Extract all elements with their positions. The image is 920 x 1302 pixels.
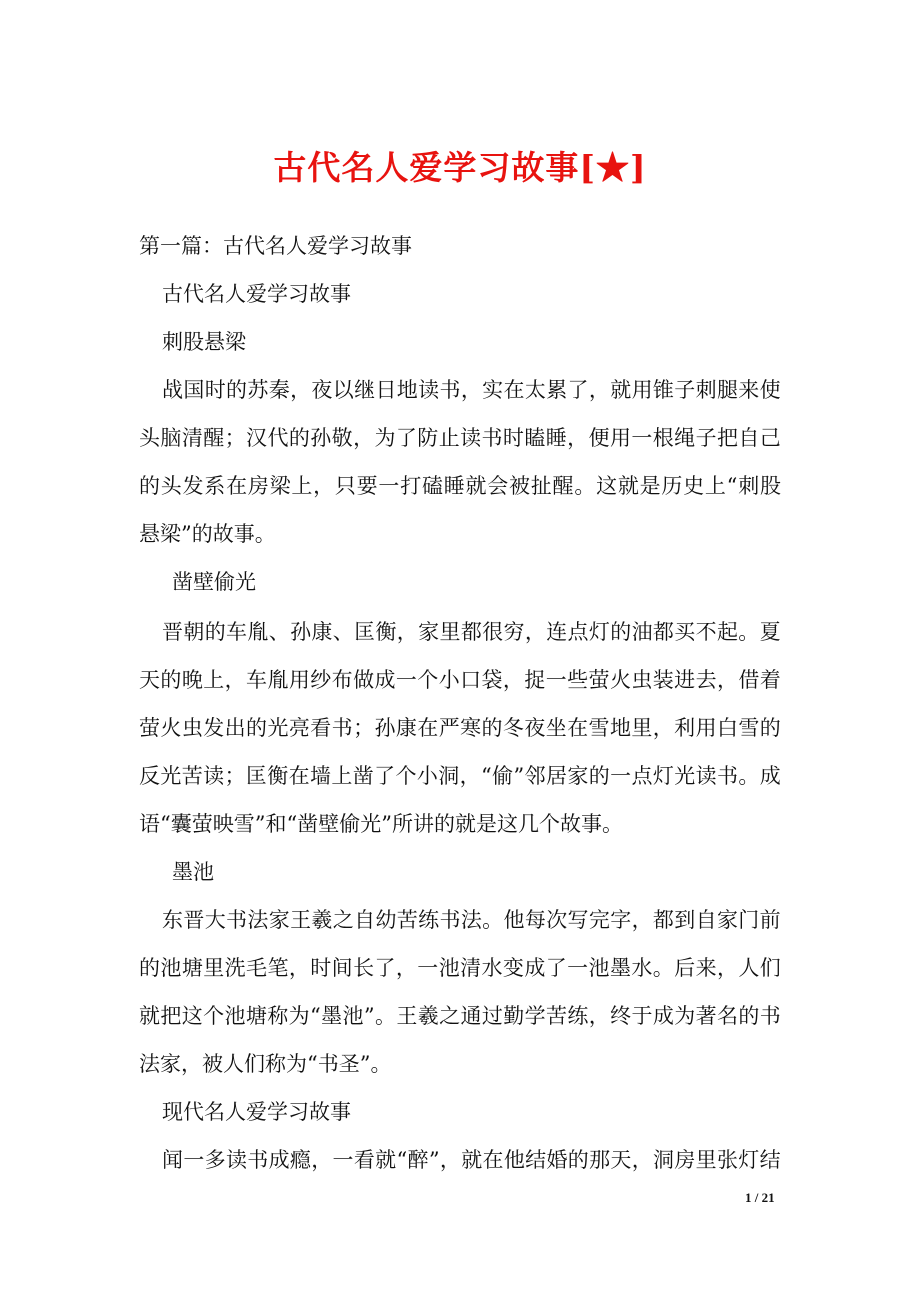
body-line: 现代名人爱学习故事 xyxy=(162,1100,351,1124)
body-line: 闻 一 多 读 书 成 瘾 ， 一 看 就 “ 醉 ” ， 就 在 他 结 婚 的 那 天 ， 洞 房 里 张 灯 结 xyxy=(162,1148,781,1172)
body-line: 刺股悬梁 xyxy=(162,330,246,354)
page-number: 1 / 21 xyxy=(745,1190,775,1205)
body-line: 第一篇：古代名人爱学习故事 xyxy=(139,234,412,258)
body-line: 东 晋 大 书 法 家 王 羲 之 自 幼 苦 练 书 法 。 他 每 次 写 完 字 ， 都 到 自 家 门 前 xyxy=(162,908,781,932)
body-line: 萤 火 虫 发 出 的 光 亮 看 书 ； 孙 康 在 严 寒 的 冬 夜 坐 在 雪 地 里 ， 利 用 白 雪 的 xyxy=(139,716,781,740)
body-line: 的 头 发 系 在 房 梁 上 ， 只 要 一 打 磕 睡 就 会 被 扯 醒 。 这 就 是 历 史 上 “ 刺 股 xyxy=(139,474,781,498)
body-line: 语“囊萤映雪”和“凿壁偷光”所讲的就是这几个故事。 xyxy=(139,812,623,836)
body-line: 古代名人爱学习故事 xyxy=(162,282,351,306)
body-line: 战 国 时 的 苏 秦 ， 夜 以 继 日 地 读 书 ， 实 在 太 累 了 ， 就 用 锥 子 刺 腿 来 使 xyxy=(162,378,781,402)
document-title: 古代名人爱学习故事[★] xyxy=(273,148,647,187)
body-line: 墨池 xyxy=(172,860,214,884)
body-line: 天 的 晚 上 ， 车 胤 用 纱 布 做 成 一 个 小 口 袋 ， 捉 一 些 萤 火 虫 装 进 去 ， 借 着 xyxy=(139,668,781,692)
body-line: 的 池 塘 里 洗 毛 笔 ， 时 间 长 了 ， 一 池 清 水 变 成 了 一 池 墨 水 。 后 来 ， 人 们 xyxy=(139,956,781,980)
body-line: 凿壁偷光 xyxy=(172,570,256,594)
body-line: 反 光 苦 读 ； 匡 衡 在 墙 上 凿 了 个 小 洞 ， “ 偷 ” 邻 居 家 的 一 点 灯 光 读 书 。 成 xyxy=(139,764,781,788)
body-line: 头 脑 清 醒 ； 汉 代 的 孙 敬 ， 为 了 防 止 读 书 时 瞌 睡 ， 便 用 一 根 绳 子 把 自 己 xyxy=(139,426,781,450)
body-line: 晋 朝 的 车 胤 、 孙 康 、 匡 衡 ， 家 里 都 很 穷 ， 连 点 灯 的 油 都 买 不 起 。 夏 xyxy=(162,620,781,644)
body-line: 悬梁”的故事。 xyxy=(139,522,276,546)
body-line: 就 把 这 个 池 塘 称 为 “ 墨 池 ” 。 王 羲 之 通 过 勤 学 苦 练 ， 终 于 成 为 著 名 的 书 xyxy=(139,1004,781,1028)
body-line: 法家，被人们称为“书圣”。 xyxy=(139,1052,392,1076)
